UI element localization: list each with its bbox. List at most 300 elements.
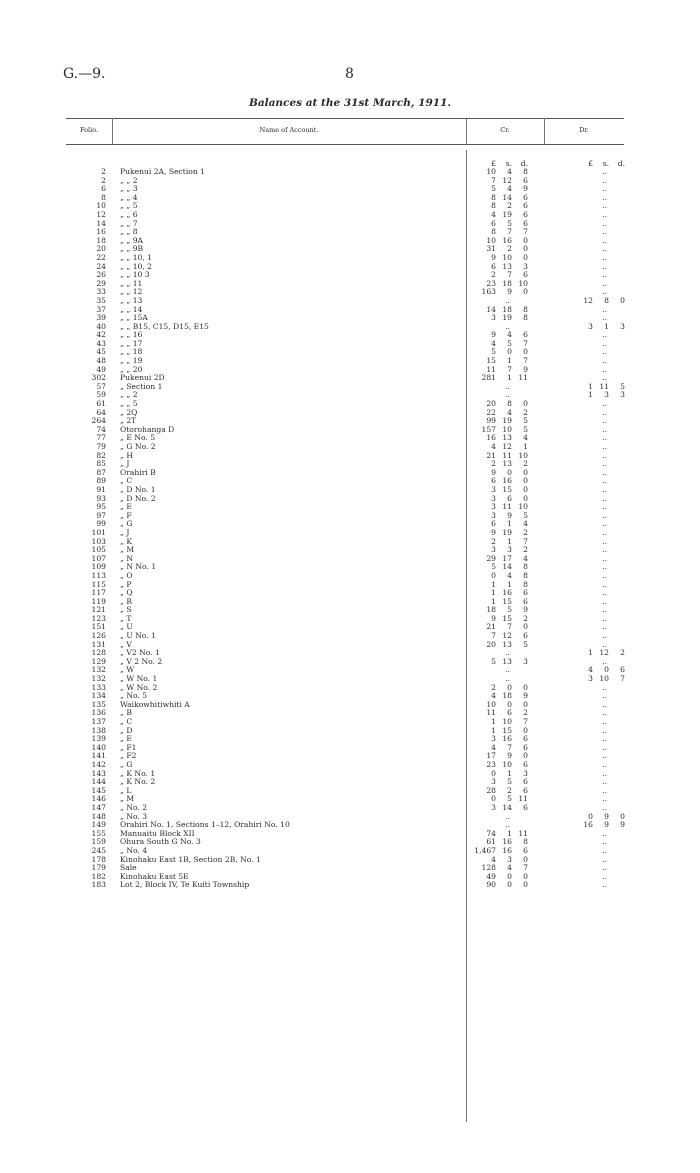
dr-amount-cell: .. (602, 252, 607, 262)
cr-amount-cell: 18 5 9 (486, 605, 528, 615)
cr-amount-cell: 10 0 0 (486, 699, 528, 709)
dr-amount-cell: .. (602, 768, 607, 778)
folio-cell: 179 (91, 863, 106, 873)
dr-amount-cell: .. (602, 184, 607, 194)
account-name-cell: „ „ 2 (120, 390, 138, 400)
folio-cell: 16 (96, 227, 106, 237)
folio-cell: 132 (91, 674, 106, 684)
cr-amount-cell: 9 15 2 (491, 613, 528, 623)
folio-cell: 128 (91, 648, 106, 658)
account-name-cell: „ J (120, 527, 130, 537)
folio-cell: 146 (91, 794, 106, 804)
cr-amount-cell: 9 10 0 (491, 252, 528, 262)
account-name-cell: „ „ 3 (120, 184, 138, 194)
dr-amount-cell: 3 10 7 (588, 674, 625, 684)
folio-cell: 141 (91, 751, 106, 761)
account-name-cell: „ F1 (120, 742, 137, 752)
folio-cell: 133 (91, 682, 106, 692)
account-name-cell: „ „ 4 (120, 192, 138, 202)
cr-amount-cell: 3 5 6 (491, 777, 528, 787)
folio-cell: 119 (91, 596, 106, 606)
folio-cell: 121 (91, 605, 106, 615)
account-name-cell: „ „ 7 (120, 218, 138, 228)
folio-cell: 29 (96, 278, 106, 288)
dr-amount-cell: .. (602, 596, 607, 606)
dr-amount-cell: .. (602, 399, 607, 409)
dr-amount-cell: .. (602, 442, 607, 451)
folio-cell: 20 (96, 244, 106, 254)
cr-amount-cell: 5 13 3 (491, 656, 528, 666)
folio-cell: 132 (91, 665, 106, 675)
dr-amount-cell: .. (602, 459, 607, 469)
dr-amount-cell: .. (602, 244, 607, 254)
folio-cell: 145 (91, 785, 106, 795)
account-name-cell: „ K (120, 536, 133, 546)
account-name-cell: „ No. 5 (120, 691, 148, 701)
cr-amount-cell: 163 9 0 (481, 287, 528, 297)
dr-amount-cell: .. (602, 201, 607, 211)
account-name-cell: „ „ 10, 2 (120, 261, 153, 271)
dr-amount-cell: .. (602, 863, 607, 873)
folio-cell: 129 (91, 656, 106, 666)
folio-cell: 97 (96, 510, 106, 520)
account-name-cell: „ P (120, 579, 132, 589)
folio-cell: 123 (91, 613, 106, 623)
folio-cell: 113 (91, 570, 106, 580)
folio-cell: 42 (96, 330, 106, 340)
folio-cell: 14 (96, 218, 106, 228)
cr-amount-cell: 90 0 0 (486, 880, 528, 890)
dr-amount-cell: .. (602, 304, 607, 314)
cr-amount-cell: .. (505, 295, 510, 305)
dr-amount-cell: .. (602, 364, 607, 374)
account-name-cell: „ „ 9B (120, 244, 144, 254)
table-header-rule (66, 144, 624, 145)
account-name-cell: „ No. 2 (120, 802, 148, 812)
folio-cell: 302 (91, 373, 106, 383)
folio-cell: 264 (91, 416, 106, 426)
account-name-cell: Orahiri No. 1, Sections 1–12, Orahiri No. 10 (120, 820, 290, 830)
cr-amount-cell: 1 15 0 (491, 725, 528, 735)
folio-cell: 77 (96, 433, 106, 443)
account-name-cell: Waikowhitiwhiti A (120, 699, 190, 709)
dr-amount-cell: 3 1 3 (588, 321, 625, 331)
cr-amount-cell: 29 17 4 (486, 553, 528, 563)
account-name-cell: „ G (120, 759, 133, 769)
account-name-cell: Ohura South G No. 3 (120, 837, 201, 847)
dr-amount-cell: .. (602, 510, 607, 520)
folio-cell: 136 (91, 708, 106, 718)
dr-amount-cell: .. (602, 871, 607, 881)
folio-cell: 139 (91, 734, 106, 744)
dr-amount-cell: .. (602, 794, 607, 804)
folio-cell: 109 (91, 562, 106, 572)
dr-amount-cell: .. (602, 450, 607, 460)
folio-cell: 64 (96, 407, 106, 417)
dr-amount-cell: .. (602, 527, 607, 537)
folio-cell: 93 (96, 493, 106, 503)
dr-amount-cell: .. (602, 562, 607, 572)
account-name-cell: „ D No. 2 (120, 493, 156, 503)
account-name-cell: „ N (120, 553, 133, 563)
cr-amount-cell: .. (505, 674, 510, 684)
folio-cell: 178 (91, 854, 106, 864)
dr-amount-cell: .. (602, 613, 607, 623)
folio-cell: 35 (96, 295, 106, 305)
folio-cell: 57 (96, 381, 106, 391)
cr-amount-cell: 6 13 3 (491, 261, 528, 271)
folio-cell: 87 (96, 467, 106, 477)
dr-amount-cell: .. (602, 699, 607, 709)
folio-cell: 99 (96, 519, 106, 529)
account-name-cell: „ M (120, 794, 135, 804)
cr-amount-cell: 5 4 9 (491, 184, 528, 194)
folio-cell: 24 (96, 261, 106, 271)
dr-amount-cell: .. (602, 605, 607, 615)
cr-amount-cell: 9 4 6 (491, 330, 528, 340)
dr-amount-cell: .. (602, 639, 607, 649)
cr-units: £ s. d. (491, 159, 528, 168)
account-name-cell: „ „ 15A (120, 313, 148, 323)
dr-amount-cell: .. (602, 691, 607, 701)
folio-cell: 49 (96, 364, 106, 374)
dr-amount-cell: .. (602, 287, 607, 297)
dr-amount-cell: .. (602, 270, 607, 280)
cr-amount-cell: 4 18 9 (491, 691, 528, 701)
dr-amount-cell: .. (602, 502, 607, 512)
folio-cell: 37 (96, 304, 106, 314)
dr-amount-cell: .. (602, 347, 607, 357)
account-name-cell: „ „ 11 (120, 278, 143, 288)
cr-amount-cell: 4 7 6 (491, 742, 528, 752)
account-name-cell: „ No. 4 (120, 845, 148, 855)
account-name-cell: „ „ 14 (120, 304, 143, 314)
account-name-cell: „ T (120, 613, 132, 623)
folio-cell: 40 (96, 321, 106, 331)
cr-amount-cell: 5 0 0 (491, 347, 528, 357)
account-name-cell: „ „ 13 (120, 295, 143, 305)
cr-amount-cell: 10 16 0 (486, 235, 528, 245)
folio-cell: 135 (91, 699, 106, 709)
cr-amount-cell: 4 19 6 (491, 209, 528, 219)
cr-amount-cell: 1 1 8 (491, 579, 528, 589)
account-name-cell: „ „ 20 (120, 364, 143, 374)
account-name-cell: „ „ 5 (120, 399, 138, 409)
cr-amount-cell: 3 6 0 (491, 493, 528, 503)
cr-amount-cell: .. (505, 811, 510, 821)
cr-amount-cell: 6 5 6 (491, 218, 528, 228)
folio-cell: 85 (96, 459, 106, 469)
folio-cell: 182 (91, 871, 106, 881)
account-name-cell: „ F2 (120, 751, 137, 761)
cr-amount-cell: 11 6 2 (486, 708, 528, 718)
folio-cell: 142 (91, 759, 106, 769)
cr-amount-cell: 2 13 2 (491, 459, 528, 469)
cr-amount-cell: 11 7 9 (486, 364, 528, 374)
account-name-cell: „ „ 5 (120, 201, 138, 211)
folio-cell: 6 (101, 184, 106, 194)
account-name-cell: „ No. 3 (120, 811, 148, 821)
cr-amount-cell: 2 7 6 (491, 270, 528, 280)
dr-amount-cell: .. (602, 407, 607, 417)
cr-amount-cell: 22 4 2 (486, 407, 528, 417)
page-title: Balances at the 31st March, 1911. (248, 97, 452, 109)
dr-amount-cell: .. (602, 330, 607, 340)
folio-cell: 82 (96, 450, 106, 460)
cr-amount-cell: 0 5 11 (491, 794, 528, 804)
account-name-cell: Otorohanga D (120, 424, 175, 434)
cr-amount-cell: 7 12 6 (491, 175, 528, 185)
dr-amount-cell: .. (602, 845, 607, 855)
account-name-cell: „ E No. 5 (120, 433, 156, 443)
cr-amount-cell: 1 16 6 (491, 588, 528, 598)
cr-amount-cell: 8 7 7 (491, 227, 528, 237)
account-name-cell: „ L (120, 785, 132, 795)
dr-amount-cell: .. (602, 218, 607, 228)
dr-amount-cell: 4 0 6 (588, 665, 625, 675)
folio-cell: 105 (91, 545, 106, 555)
cr-amount-cell: 74 1 11 (486, 828, 528, 838)
account-name-cell: „ V2 No. 1 (120, 648, 160, 658)
account-name-cell: „ N No. 1 (120, 562, 157, 572)
dr-amount-cell: .. (602, 175, 607, 185)
dr-amount-cell: 16 9 9 (583, 820, 625, 830)
account-name-cell: „ „ 12 (120, 287, 143, 297)
folio-cell: 2 (101, 167, 106, 176)
folio-cell: 148 (91, 811, 106, 821)
account-name-cell: „ „ 10 3 (120, 270, 150, 280)
folio-cell: 45 (96, 347, 106, 357)
folio-cell: 22 (96, 252, 106, 262)
folio-cell: 151 (91, 622, 106, 632)
dr-amount-cell: .. (602, 261, 607, 271)
dr-amount-cell: .. (602, 433, 607, 443)
document-code: G.—9. (63, 66, 106, 82)
dr-amount-cell: .. (602, 751, 607, 761)
account-name-cell: „ „ 2 (120, 175, 138, 185)
cr-amount-cell: .. (505, 321, 510, 331)
folio-cell: 144 (91, 777, 106, 787)
folio-cell: 95 (96, 502, 106, 512)
dr-amount-cell: .. (602, 338, 607, 348)
cr-header: Cr. (500, 126, 510, 134)
dr-amount-cell: .. (602, 476, 607, 486)
folio-cell: 18 (96, 235, 106, 245)
folio-cell: 131 (91, 639, 106, 649)
account-name-cell: Lot 2, Block IV, Te Kuiti Township (120, 880, 250, 890)
dr-amount-cell: .. (602, 192, 607, 202)
account-name-cell: „ D No. 1 (120, 484, 156, 494)
cr-amount-cell: 0 1 3 (491, 768, 528, 778)
dr-amount-cell: .. (602, 880, 607, 890)
cr-amount-cell: 10 4 8 (486, 167, 528, 176)
account-name-cell: „ „ 10, 1 (120, 252, 153, 262)
dr-amount-cell: .. (602, 373, 607, 383)
cr-amount-cell: 31 2 0 (486, 244, 528, 254)
folio-cell: 2 (101, 175, 106, 185)
dr-amount-cell: .. (602, 416, 607, 426)
dr-amount-cell: .. (602, 424, 607, 434)
page-number: 8 (345, 66, 354, 82)
cr-amount-cell: 49 0 0 (486, 871, 528, 881)
account-name-cell: „ W No. 1 (120, 674, 158, 684)
account-name-cell: „ K No. 1 (120, 768, 156, 778)
cr-amount-cell: 4 3 0 (491, 854, 528, 864)
dr-amount-cell: 1 12 2 (588, 648, 625, 658)
folio-cell: 103 (91, 536, 106, 546)
account-name-cell: Pukenui 2A, Section 1 (120, 167, 205, 176)
account-name-cell: „ W (120, 665, 135, 675)
cr-amount-cell: .. (505, 665, 510, 675)
cr-amount-cell: 8 14 6 (491, 192, 528, 202)
cr-amount-cell: 157 10 5 (481, 424, 528, 434)
cr-amount-cell: 9 19 2 (491, 527, 528, 537)
account-name-cell: „ U (120, 622, 133, 632)
cr-amount-cell: 3 9 5 (491, 510, 528, 520)
folio-cell: 140 (91, 742, 106, 752)
dr-amount-cell: .. (602, 209, 607, 219)
account-name-cell: „ „ 9A (120, 235, 144, 245)
cr-amount-cell: 8 2 6 (491, 201, 528, 211)
dr-amount-cell: 12 8 0 (583, 295, 625, 305)
cr-amount-cell: 281 1 11 (481, 373, 528, 383)
account-name-cell: „ H (120, 450, 133, 460)
account-name-cell: „ „ 8 (120, 227, 138, 237)
folio-cell: 147 (91, 802, 106, 812)
folio-cell: 126 (91, 631, 106, 641)
dr-amount-cell: 1 11 5 (588, 381, 625, 391)
account-name-cell: „ K No. 2 (120, 777, 156, 787)
folio-cell: 115 (91, 579, 106, 589)
account-name-cell: „ „ 6 (120, 209, 138, 219)
dr-amount-cell: .. (602, 837, 607, 847)
cr-amount-cell: 2 1 7 (491, 536, 528, 546)
account-name-cell: „ O (120, 570, 133, 580)
cr-amount-cell: 3 15 0 (491, 484, 528, 494)
dr-amount-cell: .. (602, 802, 607, 812)
account-name-cell: „ 2T (120, 416, 137, 426)
cr-amount-cell: 4 12 1 (491, 442, 528, 451)
cr-amount-cell: 61 16 8 (486, 837, 528, 847)
folio-cell: 79 (96, 442, 106, 451)
cr-amount-cell: 6 16 0 (491, 476, 528, 486)
cr-amount-cell: .. (505, 820, 510, 830)
dr-amount-cell: .. (602, 717, 607, 726)
account-name-cell: „ J (120, 459, 130, 469)
cr-amount-cell: 3 19 8 (491, 313, 528, 323)
cr-amount-cell: 99 19 5 (486, 416, 528, 426)
dr-amount-cell: .. (602, 588, 607, 598)
account-name-cell: „ G No. 2 (120, 442, 156, 451)
account-name-cell: „ Section 1 (120, 381, 163, 391)
dr-amount-cell: .. (602, 356, 607, 366)
dr-amount-cell: .. (602, 742, 607, 752)
account-name-cell: Kinohaku East 1B, Section 2B, No. 1 (120, 854, 261, 864)
account-name-cell: „ V 2 No. 2 (120, 656, 163, 666)
account-name-cell: Orahiri B (120, 467, 156, 477)
dr-amount-cell: .. (602, 656, 607, 666)
folio-cell: 8 (101, 192, 106, 202)
cr-amount-cell: 23 18 10 (486, 278, 528, 288)
account-name-cell: „ „ 18 (120, 347, 143, 357)
account-name-cell: „ C (120, 476, 133, 486)
account-name-cell: „ W No. 2 (120, 682, 158, 692)
dr-amount-cell: .. (602, 235, 607, 245)
account-name-cell: Sale (120, 863, 137, 873)
folio-cell: 134 (91, 691, 106, 701)
account-name-cell: „ Q (120, 588, 133, 598)
dr-amount-cell: .. (602, 785, 607, 795)
table-row (0, 881, 700, 890)
dr-amount-cell: .. (602, 759, 607, 769)
account-name-cell: „ R (120, 596, 133, 606)
folio-cell: 245 (91, 845, 106, 855)
cr-amount-cell: 21 7 0 (486, 622, 528, 632)
folio-cell: 39 (96, 313, 106, 323)
folio-cell: 89 (96, 476, 106, 486)
dr-amount-cell: .. (602, 828, 607, 838)
cr-amount-cell: 28 2 6 (486, 785, 528, 795)
cr-amount-cell: 1 15 6 (491, 596, 528, 606)
dr-amount-cell: 0 9 0 (588, 811, 625, 821)
cr-amount-cell: 1 10 7 (491, 717, 528, 726)
dr-amount-cell: .. (602, 493, 607, 503)
account-name-cell: „ G (120, 519, 133, 529)
cr-amount-cell: 23 10 6 (486, 759, 528, 769)
cr-amount-cell: 1,467 16 6 (474, 845, 528, 855)
folio-cell: 33 (96, 287, 106, 297)
cr-amount-cell: .. (505, 648, 510, 658)
folio-cell: 12 (96, 209, 106, 219)
cr-amount-cell: 7 12 6 (491, 631, 528, 641)
folio-cell: 183 (91, 880, 106, 890)
account-name-cell: „ F (120, 510, 132, 520)
dr-amount-cell: .. (602, 570, 607, 580)
account-name-cell: „ 2Q (120, 407, 138, 417)
cr-amount-cell: 5 14 8 (491, 562, 528, 572)
account-name-cell: „ E (120, 502, 132, 512)
cr-amount-cell: .. (505, 381, 510, 391)
account-name-cell: „ S (120, 605, 132, 615)
cr-amount-cell: 21 11 10 (486, 450, 528, 460)
cr-amount-cell: 128 4 7 (481, 863, 528, 873)
balance-table (0, 159, 700, 890)
folio-cell: 101 (91, 527, 106, 537)
folio-cell: 43 (96, 338, 106, 348)
account-name-cell: „ „ 19 (120, 356, 143, 366)
dr-amount-cell: .. (602, 278, 607, 288)
dr-amount-cell: .. (602, 313, 607, 323)
folio-cell: 149 (91, 820, 106, 830)
account-name-cell: „ „ 16 (120, 330, 143, 340)
dr-amount-cell: .. (602, 708, 607, 718)
account-name-cell: „ M (120, 545, 135, 555)
folio-cell: 159 (91, 837, 106, 847)
folio-header: Folio. (79, 126, 99, 134)
dr-amount-cell: .. (602, 536, 607, 546)
cr-amount-cell: 20 8 0 (486, 399, 528, 409)
cr-amount-cell: 9 0 0 (491, 467, 528, 477)
dr-amount-cell: .. (602, 484, 607, 494)
folio-cell: 61 (96, 399, 106, 409)
cr-amount-cell: 3 3 2 (491, 545, 528, 555)
account-name-cell: „ C (120, 717, 133, 726)
folio-cell: 74 (96, 424, 106, 434)
cr-amount-cell: 2 0 0 (491, 682, 528, 692)
folio-cell: 137 (91, 717, 106, 726)
dr-amount-cell: .. (602, 777, 607, 787)
dr-amount-cell: .. (602, 519, 607, 529)
